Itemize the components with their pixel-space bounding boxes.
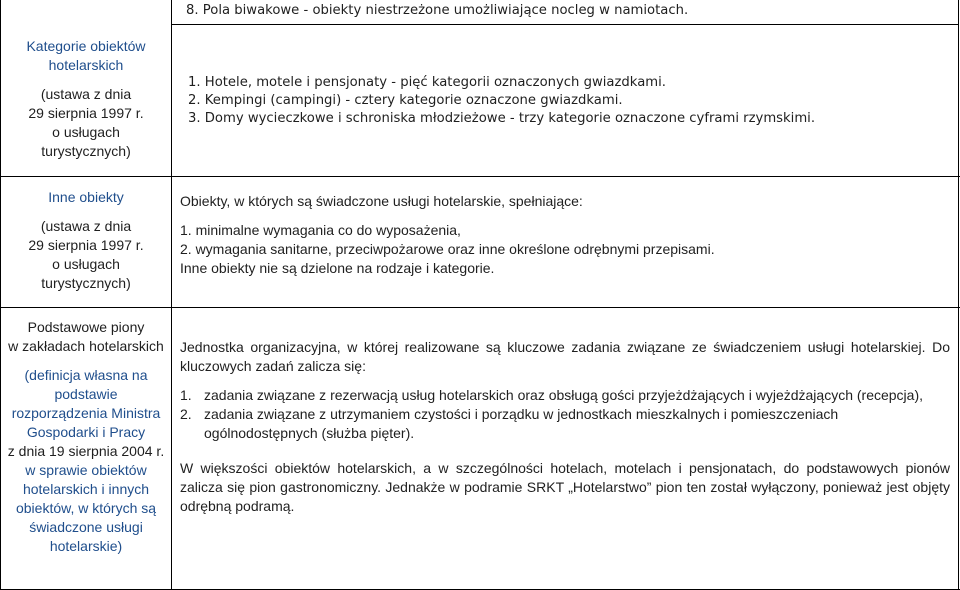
row-2-source: turystycznych) (41, 275, 131, 291)
list-item: 2. Kempingi (campingi) - cztery kategorie oznaczone gwiazdkami. (188, 93, 623, 108)
row-1-source: (ustawa z dnia (40, 86, 132, 102)
list-item: 1. zadania związane z rezerwacją usług hotelarskich oraz obsługą gości przyjeżdżających i wyjeżdżających (recepcja), (180, 387, 924, 403)
list-item: 2. wymagania sanitarne, przeciwpożarowe oraz inne określone odrębnymi przepisami. (180, 241, 715, 257)
row-2-content (180, 192, 950, 278)
table-border (958, 0, 959, 590)
row-3-source: w sprawie obiektów (25, 462, 147, 478)
table-border (0, 307, 960, 308)
row-3-content (180, 338, 950, 516)
row-3-source: Gospodarki i Pracy (26, 424, 146, 440)
row-1-source: o usługach (52, 124, 120, 140)
list-item: 1. minimalne wymagania co do wyposażenia, (180, 222, 461, 238)
row-3-source: hotelarskich i innych (22, 481, 150, 497)
row-3-title: Podstawowe piony (27, 319, 145, 335)
row-2-source: 29 sierpnia 1997 r. (28, 237, 144, 253)
row-3-source: (definicja własna na (24, 367, 148, 383)
row-3-title-2: w zakładach hotelarskich (8, 338, 164, 354)
table-border (0, 176, 960, 177)
row-1-content (188, 74, 815, 128)
row-3-source: z dnia 19 sierpnia 2004 r. (7, 443, 165, 459)
row-3-label (1, 318, 171, 556)
row-3-source: rozporządzenia Ministra (11, 405, 161, 421)
row-2-title: Inne obiekty (48, 189, 124, 205)
row-1-source: 29 sierpnia 1997 r. (28, 105, 144, 121)
row-3-source: świadczone usługi (29, 519, 143, 535)
list-item: 3. Domy wycieczkowe i schroniska młodzieżowe - trzy kategorie oznaczone cyframi rzymskimi. (188, 111, 816, 126)
list-item: 1. Hotele, motele i pensjonaty - pięć kategorii oznaczonych gwiazdkami. (188, 75, 666, 90)
row-3-source: obiektów, w których są (15, 500, 157, 516)
list-item: 8. Pola biwakowe - obiekty niestrzeżone umożliwiające nocleg w namiotach. (186, 3, 689, 18)
row-2-source: (ustawa z dnia (40, 218, 132, 234)
row-2-label (1, 188, 171, 293)
top-row-text (186, 2, 688, 20)
row-3-para-1: Jednostka organizacyjna, w której realizowane są kluczowe zadania związane ze świadczeniem usługi hotelarskiej. Do kluczowych zadań zalicza się: (180, 339, 950, 374)
row-1-title-2: hotelarskich (48, 57, 124, 73)
table-border (171, 24, 959, 25)
row-2-source: o usługach (52, 256, 120, 272)
row-2-outro: Inne obiekty nie są dzielone na rodzaje i kategorie. (180, 260, 495, 276)
table-border (171, 0, 172, 590)
row-3-source: podstawie (54, 386, 118, 402)
row-2-intro: Obiekty, w których są świadczone usługi hotelarskie, spełniające: (180, 193, 583, 209)
row-1-label (1, 37, 171, 161)
list-item: 2. zadania związane z utrzymaniem czystości i porządku w jednostkach mieszkalnych i pomieszczeniach ogólnodostępnych (służba pięter). (180, 406, 839, 441)
row-3-para-2: W większości obiektów hotelarskich, a w szczególności hotelach, motelach i pensjonatach, do podstawowych pionów zalicza się pion gastronomiczny. Jednakże w podramie SRKT „Hotelarstwo” pion ten został wyłączony, ponieważ jest objęty odrębną podramą. (180, 460, 950, 514)
row-1-source: turystycznych) (41, 143, 131, 159)
row-3-source: hotelarskie) (49, 538, 123, 554)
row-1-title: Kategorie obiektów (26, 38, 146, 54)
